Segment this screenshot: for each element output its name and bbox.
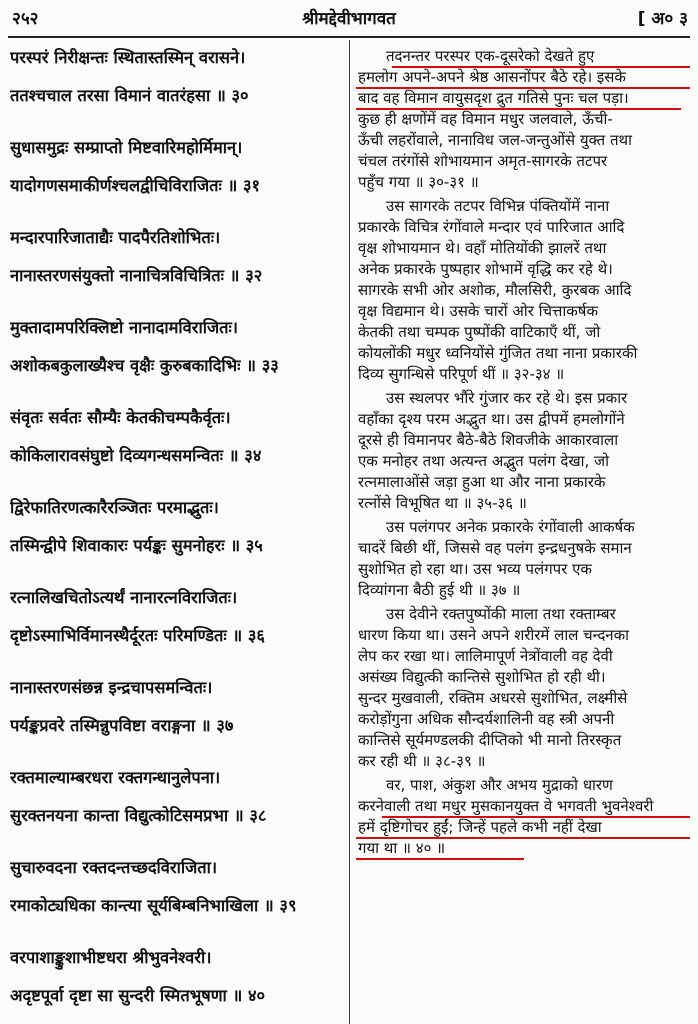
translation-line: केतकी तथा चम्पक पुष्पोंकी वाटिकाएँ थीं, जो xyxy=(358,323,601,341)
translation-line: लेप कर रखा था। लालिमापूर्ण नेत्रोंवाली वह देवी xyxy=(358,647,613,665)
translation-line: तदनन्तर परस्पर एक-दूसरेको देखते हुए xyxy=(386,47,595,65)
verse-line: दृष्टोऽस्माभिर्विमानस्थैर्दूरतः परिमण्डितः ॥ ३६ xyxy=(10,626,265,645)
translation-line: असंख्य विद्युत्की कान्तिसे सुशोभित हो रही थी। xyxy=(358,668,606,686)
translation-line: बाद वह विमान वायुसदृश द्रुत गतिसे पुनः चल पड़ा। xyxy=(358,89,629,107)
verse-line: ततश्चचाल तरसा विमानं वातरंहसा ॥ ३० xyxy=(10,86,249,105)
verse-line: नानास्तरणसंछन्न इन्द्रचापसमन्वितः। xyxy=(10,678,213,697)
translation-line: सागरके सभी ओर अशोक, मौलसिरी, कुरबक आदि xyxy=(358,281,632,299)
translation-line: रत्नमालाओंसे जड़ा हुआ था और नाना प्रकारके xyxy=(358,473,606,491)
translation-line: वृक्ष शोभायमान थे। वहाँ मोतियोंकी झालरें तथा xyxy=(358,239,607,257)
translation-line: चंचल तरंगोंसे शोभायमान अमृत-सागरके तटपर xyxy=(358,152,608,170)
translation-line: प्रकारके विचित्र रंगोंवाले मन्दार एवं पारिजात आदि xyxy=(358,218,625,236)
verse-line: अदृष्टपूर्वा दृष्टा सा सुन्दरी स्मितभूषणा ॥ ४० xyxy=(10,986,266,1005)
translation-line: कान्तिसे सूर्यमण्डलकी दीप्तिको भी मानो तिरस्कृत xyxy=(358,731,622,749)
verse-line: यादोगणसमाकीर्णश्चलद्वीचिविराजितः ॥ ३१ xyxy=(10,176,261,195)
red-underline xyxy=(356,87,690,89)
page-header xyxy=(0,0,698,34)
verse-line: तस्मिन्द्वीपे शिवाकारः पर्यङ्कः सुमनोहरः ॥ ३५ xyxy=(10,536,263,555)
translation-line: चादरें बिछी थीं, जिससे वह पलंग इन्द्रधनुषके समान xyxy=(358,539,632,557)
verse-line: वरपाशाङ्कुशाभीष्टधरा श्रीभुवनेश्वरी। xyxy=(10,948,212,967)
verse-line: संवृतः सर्वतः सौम्यैः केतकीचम्पकैर्वृतः। xyxy=(10,408,231,427)
translation-line: कोयलोंकी मधुर ध्वनियोंसे गुंजित तथा नाना प्रकारकी xyxy=(358,344,638,362)
translation-line: दूरसे ही विमानपर बैठे-बैठे शिवजीके आकारवाला xyxy=(358,431,619,449)
translation-line: सुशोभित हो रहा था। उस भव्य पलंगपर एक xyxy=(358,560,592,578)
book-title: श्रीमद्देवीभागवत xyxy=(302,9,396,29)
translation-line: कर रही थी ॥ ३८-३९ ॥ xyxy=(358,752,486,770)
page-number: २५२ xyxy=(12,9,39,29)
translation-line: उस पलंगपर अनेक प्रकारके रंगोंवाली आकर्षक xyxy=(386,518,635,536)
translation-line: कुछ ही क्षणोंमें वह विमान मधुर जलवाले, ऊँची- xyxy=(358,110,613,128)
column-divider xyxy=(349,40,350,1024)
verse-line: अशोकबकुलाख्यैश्च वृक्षैः कुरुबकादिभिः ॥ ३३ xyxy=(10,356,279,375)
red-underline xyxy=(356,858,524,860)
translation-line: दिव्य सुगन्धिसे परिपूर्ण थीं ॥ ३२-३४ ॥ xyxy=(358,365,565,383)
translation-line: उस सागरके तटपर विभिन्न पंक्तियोंमें नाना xyxy=(386,197,610,215)
chapter-label: [ अ० ३ xyxy=(637,9,688,29)
red-underline xyxy=(382,816,690,818)
translation-line: वहाँका दृश्य परम अद्भुत था। उस द्वीपमें हमलोगोंने xyxy=(358,410,625,428)
verse-line: परस्परं निरीक्षन्तः स्थितास्तस्मिन् वरासने। xyxy=(10,48,246,67)
translation-line: हमलोग अपने-अपने श्रेष्ठ आसनोंपर बैठे रहे। इसके xyxy=(358,68,626,86)
translation-line: रत्नोंसे विभूषित था ॥ ३५-३६ ॥ xyxy=(358,494,527,512)
translation-line: सुन्दर मुखवाली, रक्तिम अधरसे सुशोभित, लक्ष्मीसे xyxy=(358,689,628,707)
verse-line: रत्नालिखचितोऽत्यर्थं नानारत्नविराजितः। xyxy=(10,588,238,607)
verse-line: नानास्तरणसंयुक्तो नानाचित्रविचित्रितः ॥ ३२ xyxy=(10,266,263,285)
translation-line: एक मनोहर तथा अत्यन्त अद्भुत पलंग देखा, जो xyxy=(358,452,610,470)
translation-line: दिव्यांगना बैठी हुई थी ॥ ३७ ॥ xyxy=(358,581,521,599)
translation-line: वृक्ष विद्यमान थे। उसके चारों ओर चित्ताकर्षक xyxy=(358,302,598,320)
verse-line: सुचारुवदना रक्तदन्तच्छदविराजिता। xyxy=(10,858,218,877)
verse-line: सुरक्तनयना कान्ता विद्युत्कोटिसमप्रभा ॥ ३८ xyxy=(10,806,267,825)
header-rule xyxy=(8,36,690,38)
red-underline xyxy=(356,837,690,839)
translation-line: वर, पाश, अंकुश और अभय मुद्राको धारण xyxy=(386,776,613,794)
red-underline xyxy=(356,108,681,110)
translation-line: पहुँच गया ॥ ३०-३१ ॥ xyxy=(358,173,479,191)
translation-line: ऊँची लहरोंवाले, नानाविध जल-जन्तुओंसे युक्त तथा xyxy=(358,131,633,149)
verse-line: रक्तमाल्याम्बरधरा रक्तगन्धानुलेपना। xyxy=(10,768,221,787)
translation-line: करनेवाली तथा मधुर मुसकानयुक्त वे भगवती भुवनेश्वरी xyxy=(358,797,654,815)
translation-line: उस देवीने रक्तपुष्पोंकी माला तथा रक्ताम्बर xyxy=(386,605,616,623)
translation-line: हमें दृष्टिगोचर हुईं; जिन्हें पहले कभी नहीं देखा xyxy=(358,818,602,836)
verse-line: कोकिलारावसंघुष्टो दिव्यगन्धसमन्वितः ॥ ३४ xyxy=(10,446,262,465)
verse-line: पर्यङ्कप्रवरे तस्मिन्नुपविष्टा वराङ्गना ॥ ३७ xyxy=(10,716,234,735)
translation-line: उस स्थलपर भौंरे गुंजार कर रहे थे। इस प्रकार xyxy=(386,389,628,407)
red-underline xyxy=(392,66,690,68)
verse-line: मुक्तादामपरिक्लिष्टो नानादामविराजितः। xyxy=(10,318,239,337)
translation-line: धारण किया था। उसने अपने शरीरमें लाल चन्दनका xyxy=(358,626,630,644)
translation-line: अनेक प्रकारके पुष्पहार शोभामें वृद्धि कर रहे थे। xyxy=(358,260,613,278)
verse-line: मन्दारपारिजाताद्यैः पादपैरतिशोभितः। xyxy=(10,228,221,247)
verse-line: सुधासमुद्रः सम्प्राप्तो मिष्टवारिमहोर्मिमान्। xyxy=(10,138,243,157)
verse-line: द्विरेफातिरणत्कारैरञ्जितः परमाद्भुतः। xyxy=(10,498,219,517)
verse-line: रमाकोट्यधिका कान्त्या सूर्यबिम्बनिभाखिला ॥ ३९ xyxy=(10,896,297,915)
translation-line: गया था ॥ ४० ॥ xyxy=(358,839,446,857)
translation-line: करोड़ोंगुना अधिक सौन्दर्यशालिनी वह स्त्री अपनी xyxy=(358,710,615,728)
